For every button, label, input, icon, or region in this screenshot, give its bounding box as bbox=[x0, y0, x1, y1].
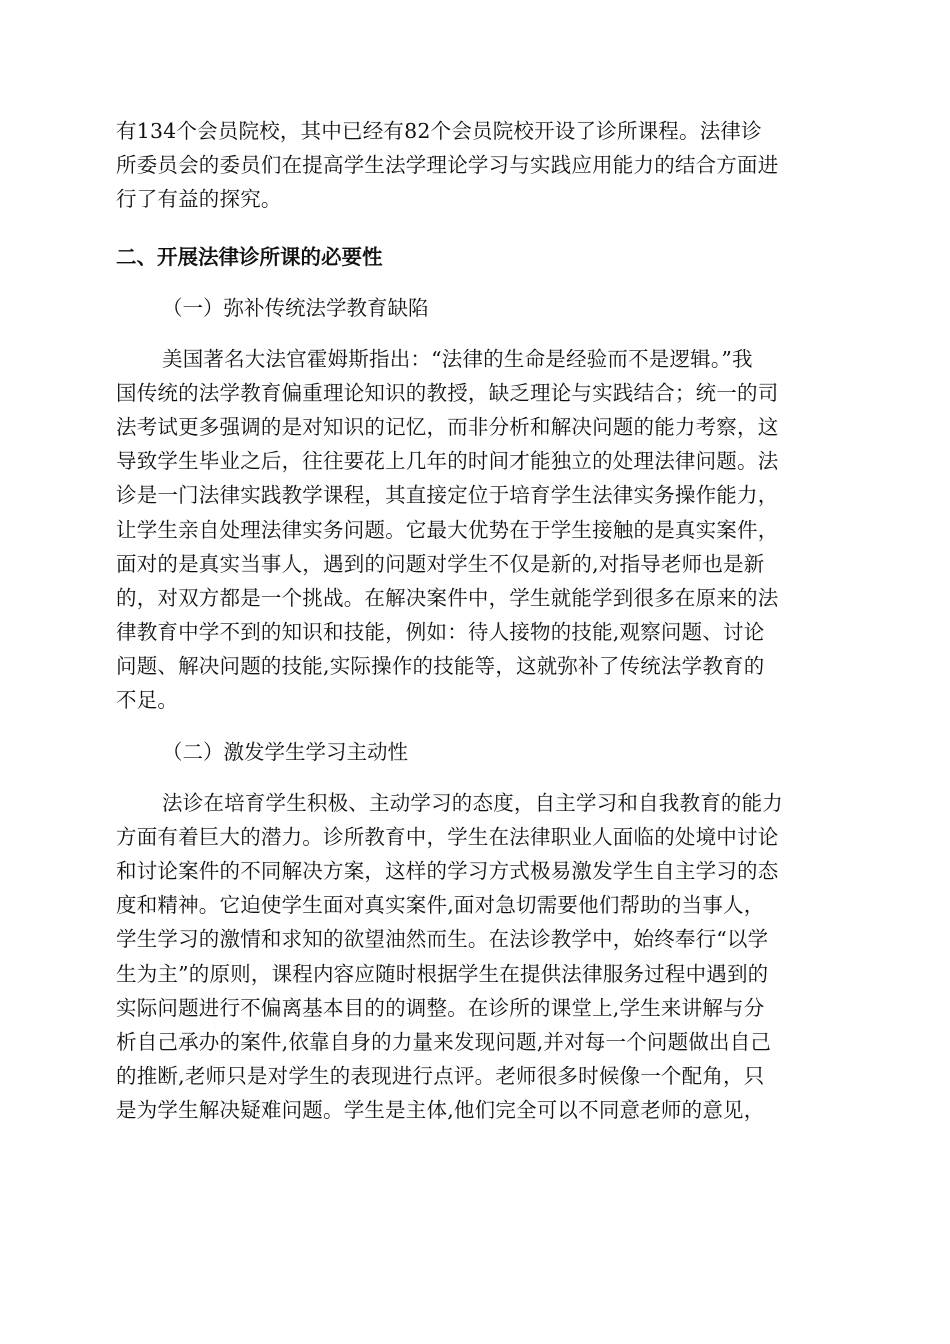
text-line: 面对的是真实当事人，遇到的问题对学生不仅是新的,对指导老师也是新 bbox=[116, 551, 765, 576]
text-line: 问题、解决问题的技能,实际操作的技能等，这就弥补了传统法学教育的 bbox=[116, 654, 765, 679]
text-line: 有134个会员院校，其中已经有82个会员院校开设了诊所课程。法律诊 bbox=[116, 119, 762, 143]
text-line: 导致学生毕业之后，往往要花上几年的时间才能独立的处理法律问题。法 bbox=[116, 449, 779, 474]
section-heading: 二、开展法律诊所课的必要性 bbox=[116, 244, 383, 269]
text-line: 度和精神。它迫使学生面对真实案件,面对急切需要他们帮助的当事人， bbox=[116, 893, 765, 918]
text-line: 让学生亲自处理法律实务问题。它最大优势在于学生接触的是真实案件， bbox=[116, 517, 779, 542]
text-line: 学生学习的激情和求知的欲望油然而生。在法诊教学中，始终奉行“以学 bbox=[116, 927, 769, 952]
text-line: 是为学生解决疑难问题。学生是主体,他们完全可以不同意老师的意见， bbox=[116, 1098, 765, 1123]
paragraph-2 bbox=[116, 786, 836, 1128]
text-line: 的推断,老师只是对学生的表现进行点评。老师很多时候像一个配角，只 bbox=[116, 1064, 765, 1089]
subsection-heading-2: （二）激发学生学习主动性 bbox=[162, 739, 408, 764]
text-line: 行了有益的探究。 bbox=[116, 187, 282, 212]
text-line: 法考试更多强调的是对知识的记忆，而非分析和解决问题的能力考察，这 bbox=[116, 414, 779, 439]
text-line: 生为主”的原则，课程内容应随时根据学生在提供法律服务过程中遇到的 bbox=[116, 961, 769, 986]
subsection-heading-1: （一）弥补传统法学教育缺陷 bbox=[162, 295, 429, 320]
text-line: 不足。 bbox=[116, 688, 179, 713]
text-line: 的，对双方都是一个挑战。在解决案件中，学生就能学到很多在原来的法 bbox=[116, 585, 779, 610]
text-line: 所委员会的委员们在提高学生法学理论学习与实践应用能力的结合方面进 bbox=[116, 153, 779, 178]
text-line: 诊是一门法律实践教学课程，其直接定位于培育学生法律实务操作能力， bbox=[116, 483, 779, 508]
text-line: 析自己承办的案件,依靠自身的力量来发现问题,并对每一个问题做出自己 bbox=[116, 1029, 772, 1054]
text-line: 实际问题进行不偏离基本目的的调整。在诊所的课堂上,学生来讲解与分 bbox=[116, 995, 765, 1020]
paragraph-1 bbox=[116, 342, 836, 718]
text-line: 和讨论案件的不同解决方案，这样的学习方式极易激发学生自主学习的态 bbox=[116, 859, 779, 883]
text-line: 法诊在培育学生积极、主动学习的态度，自主学习和自我教育的能力 bbox=[162, 790, 783, 815]
text-line: 美国著名大法官霍姆斯指出：“法律的生命是经验而不是逻辑。”我 bbox=[162, 346, 753, 371]
text-line: 方面有着巨大的潜力。诊所教育中，学生在法律职业人面临的处境中讨论 bbox=[116, 824, 779, 849]
document-page bbox=[116, 114, 836, 1128]
text-line: 国传统的法学教育偏重理论知识的教授，缺乏理论与实践结合；统一的司 bbox=[116, 380, 779, 405]
opening-paragraph bbox=[116, 114, 836, 217]
text-line: 律教育中学不到的知识和技能，例如：待人接物的技能,观察问题、讨论 bbox=[116, 620, 765, 645]
